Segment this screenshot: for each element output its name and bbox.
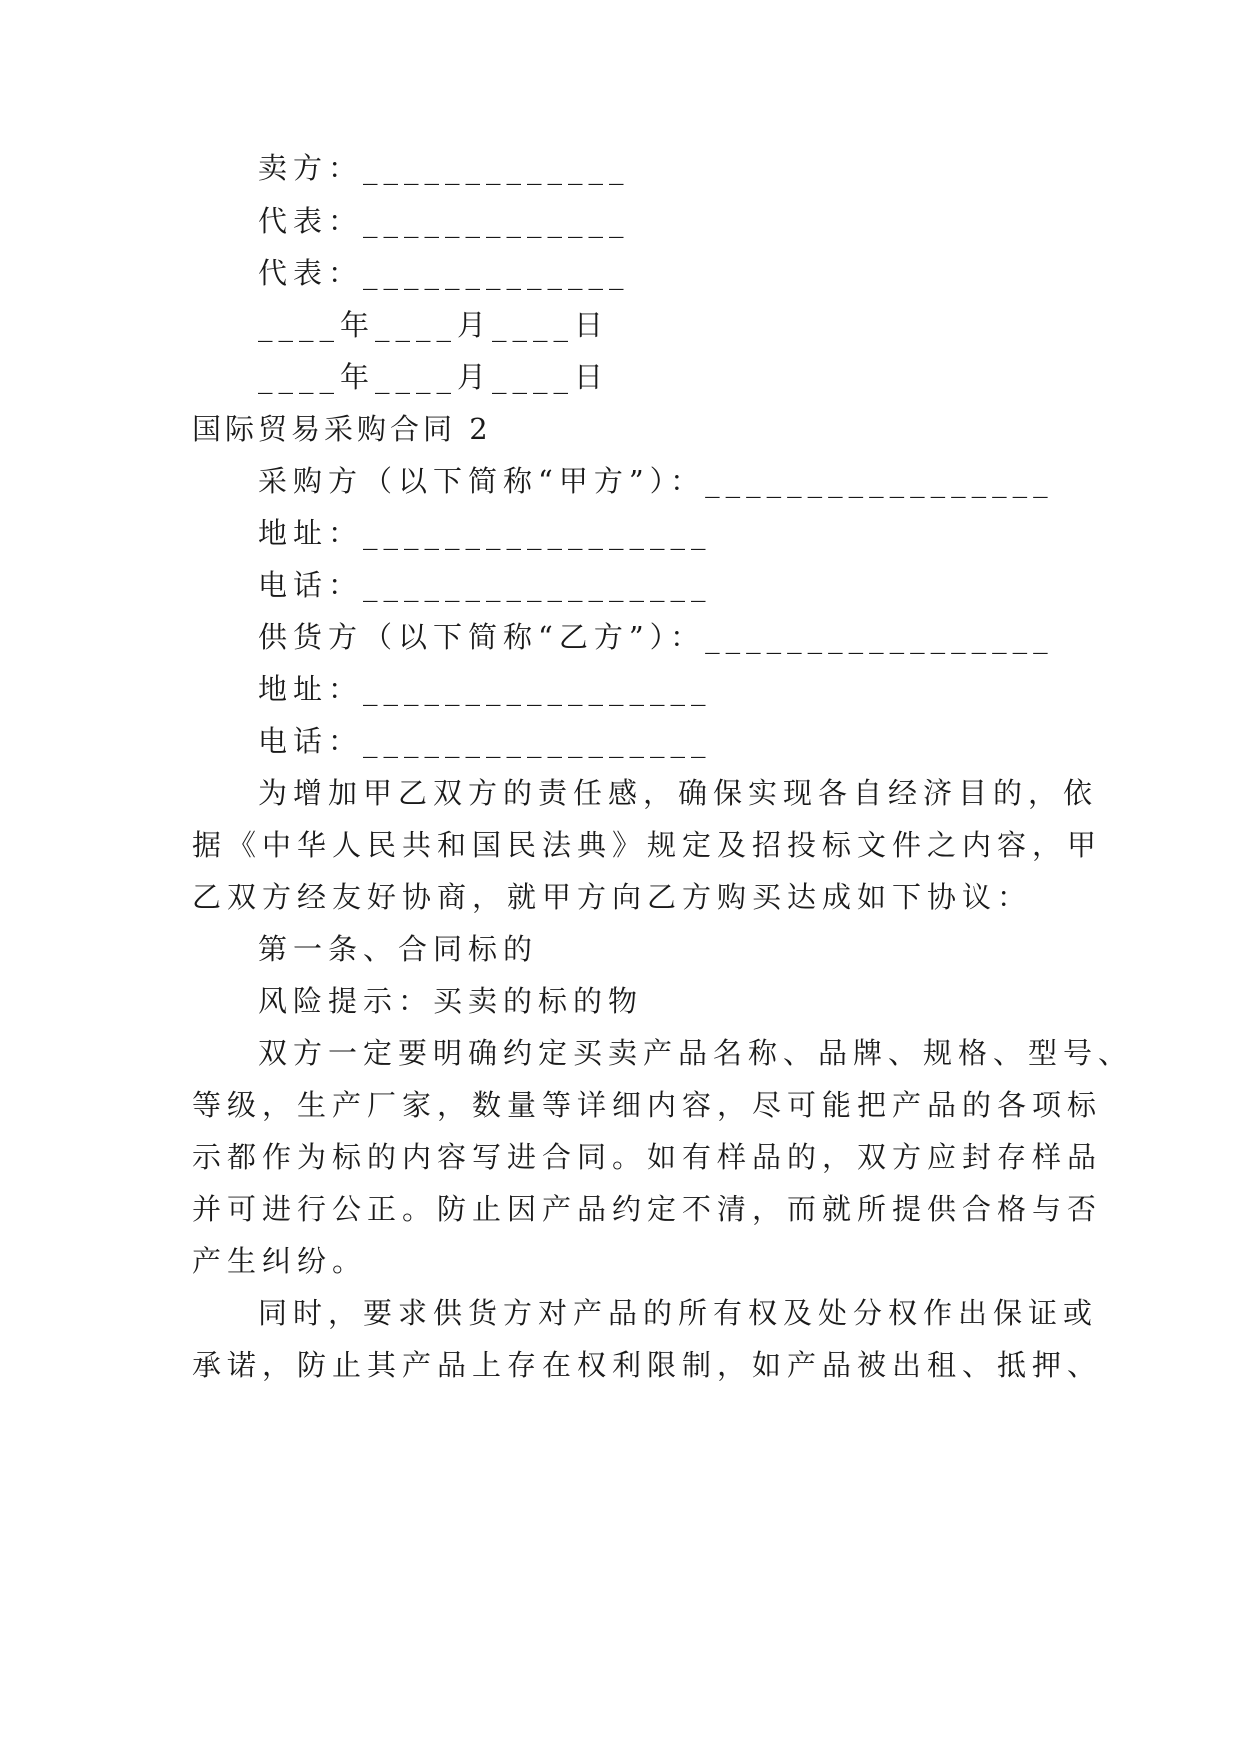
paragraph-line: 等级，生产厂家，数量等详细内容，尽可能把产品的各项标: [192, 1088, 1103, 1122]
date-line-2: ____年____月____日: [258, 360, 610, 394]
buyer-line: 采购方（以下简称“甲方”）：_________________: [258, 464, 1054, 498]
paragraph-line: 双方一定要明确约定买卖产品名称、品牌、规格、型号、: [258, 1036, 1134, 1070]
representative-line-2: 代表：_____________: [258, 256, 630, 290]
intro-paragraph-line: 据《中华人民共和国民法典》规定及招投标文件之内容，甲: [192, 828, 1103, 862]
contract-title: 国际贸易采购合同 2: [192, 412, 492, 446]
paragraph-line: 产生纠纷。: [192, 1244, 368, 1278]
paragraph-line: 示都作为标的内容写进合同。如有样品的，双方应封存样品: [192, 1140, 1103, 1174]
intro-paragraph-line: 乙双方经友好协商，就甲方向乙方购买达成如下协议：: [192, 880, 1033, 914]
intro-paragraph-line: 为增加甲乙双方的责任感，确保实现各自经济目的，依: [258, 776, 1099, 810]
article-1-title: 第一条、合同标的: [258, 932, 539, 966]
date-line-1: ____年____月____日: [258, 308, 610, 342]
buyer-phone-line: 电话：_________________: [258, 568, 712, 602]
paragraph-line: 并可进行公正。防止因产品约定不清，而就所提供合格与否: [192, 1192, 1103, 1226]
supplier-address-line: 地址：_________________: [258, 672, 712, 706]
representative-line-1: 代表：_____________: [258, 204, 630, 238]
paragraph-line: 承诺，防止其产品上存在权利限制，如产品被出租、抵押、: [192, 1348, 1103, 1382]
supplier-line: 供货方（以下简称“乙方”）：_________________: [258, 620, 1054, 654]
buyer-address-line: 地址：_________________: [258, 516, 712, 550]
supplier-phone-line: 电话：_________________: [258, 724, 712, 758]
risk-tip: 风险提示：买卖的标的物: [258, 984, 644, 1018]
seller-line: 卖方：_____________: [258, 151, 630, 185]
paragraph-line: 同时，要求供货方对产品的所有权及处分权作出保证或: [258, 1296, 1099, 1330]
